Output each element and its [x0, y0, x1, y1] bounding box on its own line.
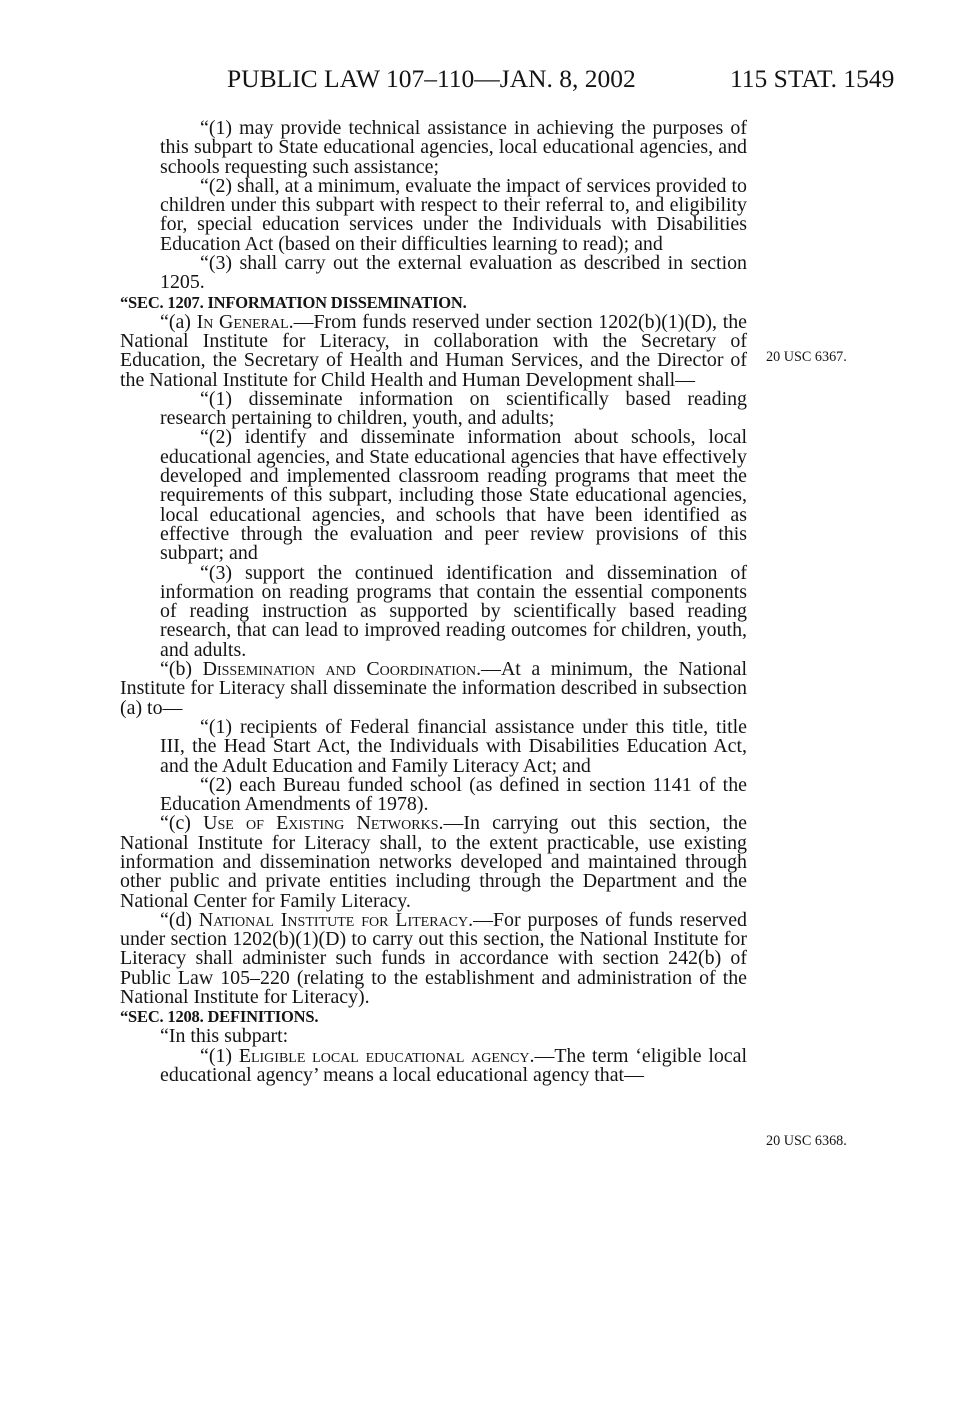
paragraph-1: “(1) may provide technical assistance in achieving the purposes of this subpart to State educational agencies, local educational agencies, and schools requesting such assistance;: [160, 117, 747, 178]
subsection-d-heading: National Institute for Literacy: [198, 908, 469, 931]
section-heading-1207: “SEC. 1207. INFORMATION DISSEMINATION.: [120, 292, 467, 312]
paragraph-a2: “(2) identify and disseminate information about schools, local educational agencies, and State educational agencies that have effectively developed and implemented classroom reading programs that meet the requirements of this subpart, including those State educational agencies, local educational agencies, and schools that have been identified as effective through the evaluation and peer review provisions of this subpart; and: [160, 426, 747, 565]
subsection-d-text: .—For purposes of funds reserved under section 1202(b)(1)(D) to carry out this section, the National Institute for Literacy shall administer such funds in accordance with section 242(b) of Public Law 105–220 (relating to the establishment and administration of the National Institute for Literacy).: [120, 908, 747, 1009]
definitions-intro: “In this subpart:: [160, 1025, 289, 1048]
document-body: [120, 119, 747, 1085]
margin-note-usc-6368: 20 USC 6368.: [766, 1133, 847, 1149]
paragraph-b2: “(2) each Bureau funded school (as defined in section 1141 of the Education Amendments of 1978).: [160, 773, 747, 816]
definition-1-prefix: “(1): [200, 1044, 239, 1067]
subsection-b-prefix: “(b): [160, 658, 203, 681]
section-heading-1208: “SEC. 1208. DEFINITIONS.: [120, 1007, 319, 1027]
subsection-b: [120, 660, 747, 718]
subsection-a-heading: In General: [196, 310, 289, 333]
subsection-d: [120, 908, 747, 1009]
subsection-b-text: .—At a minimum, the National Institute for Literacy shall disseminate the information described in subsection (a) to—: [120, 658, 747, 719]
header-stat-page: 115 STAT. 1549: [730, 64, 895, 93]
subsection-c-heading: Use of Existing Networks: [203, 812, 439, 835]
paragraph-a1: “(1) disseminate information on scientifically based reading research pertaining to children, youth, and adults;: [160, 387, 747, 430]
subsection-b-heading: Dissemination and Coordination: [202, 658, 477, 681]
header-title: PUBLIC LAW 107–110—JAN. 8, 2002: [227, 64, 636, 93]
subsection-a-prefix: “(a): [160, 310, 197, 333]
paragraph-3: “(3) shall carry out the external evaluation as described in section 1205.: [160, 252, 747, 294]
running-header: [0, 64, 958, 104]
margin-note-usc-6367: 20 USC 6367.: [766, 349, 847, 365]
definition-1: [120, 1044, 747, 1086]
subsection-a-text: .—From funds reserved under section 1202(b)(1)(D), the National Institute for Literacy, in collaboration with the Secretary of Education, the Secretary of Health and Human Services, and the Director of the National Institute for Child Health and Human Development shall—: [120, 310, 747, 391]
subsection-c-prefix: “(c): [160, 812, 204, 835]
paragraph-b1: “(1) recipients of Federal financial assistance under this title, title III, the Head Start Act, the Individuals with Disabilities Education Act, and the Adult Education and Family Literacy Act; and: [160, 715, 747, 777]
definition-1-heading: Eligible local educational agency: [238, 1044, 530, 1067]
subsection-c: [120, 814, 747, 910]
definition-1-text: .—The term ‘eligible local educational agency’ means a local educational agency that—: [160, 1044, 747, 1086]
paragraph-a3: “(3) support the continued identification and dissemination of information on reading programs that contain the essential components of reading instruction as supported by scientifically based reading research, that can lead to improved reading outcomes for children, youth, and adults.: [160, 561, 747, 661]
subsection-a: [120, 310, 747, 391]
subsection-d-prefix: “(d): [160, 908, 199, 931]
subsection-c-text: .—In carrying out this section, the National Institute for Literacy shall, to the extent practicable, use existing information and dissemination networks developed and maintained through other public and private entities including through the Department and the National Center for Family Literacy.: [120, 812, 747, 912]
paragraph-2: “(2) shall, at a minimum, evaluate the impact of services provided to children under this subpart with respect to their referral to, and eligibility for, special education services under the Individuals with Disabilities Education Act (based on their difficulties learning to read); and: [160, 174, 747, 255]
